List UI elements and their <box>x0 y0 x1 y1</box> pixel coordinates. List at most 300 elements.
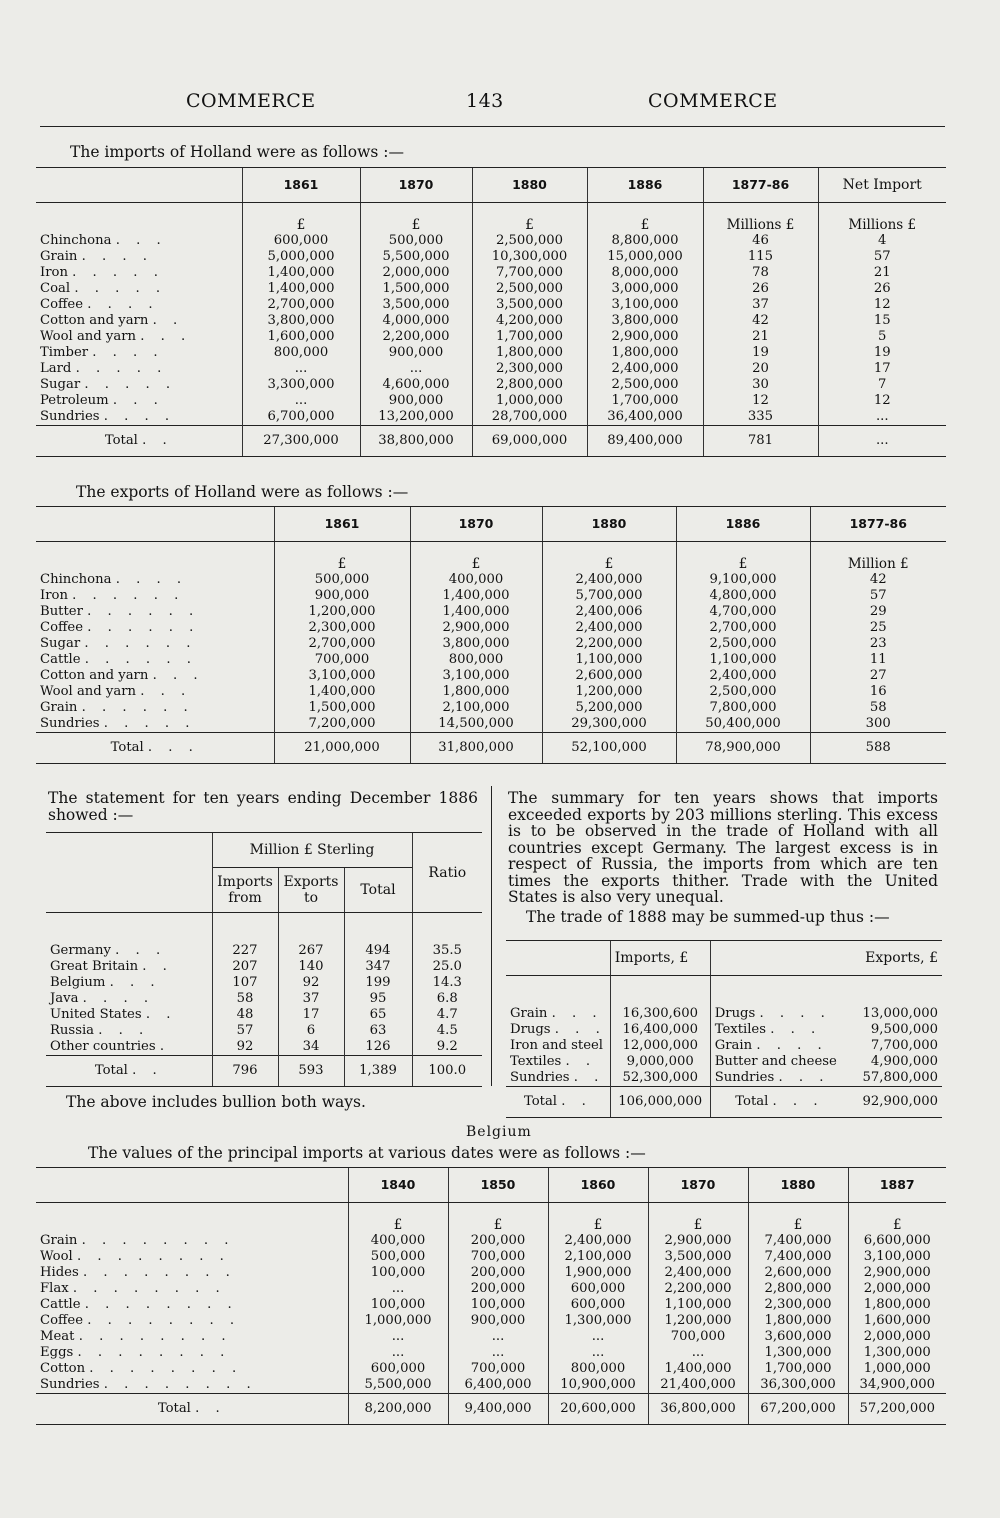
leader-dots: . . . . . <box>72 265 164 280</box>
table-cell: 1,600,000 <box>848 1313 946 1329</box>
table-cell: 300 <box>810 716 946 733</box>
table-cell: 1,700,000 <box>748 1361 848 1377</box>
total-cell: 78,900,000 <box>676 733 810 764</box>
table-cell: 800,000 <box>242 345 360 361</box>
table-cell: 2,900,000 <box>410 620 542 636</box>
table-cell: 107 <box>212 975 278 991</box>
table-cell: 1,400,000 <box>410 588 542 604</box>
table-cell: 1,200,000 <box>542 684 676 700</box>
import-value: 16,300,600 <box>610 1006 710 1022</box>
unit-cell: £ <box>360 203 472 234</box>
row-label-text: Sugar <box>40 377 81 392</box>
table-cell: 1,900,000 <box>548 1265 648 1281</box>
leader-dots: . . <box>573 1070 605 1085</box>
ten-year-intro: The statement for ten years ending December 1886 showed :— <box>48 789 478 824</box>
table-cell: 2,500,000 <box>472 233 587 249</box>
spacer-cell <box>278 913 344 944</box>
unit-row <box>36 1203 946 1234</box>
table-cell: 30 <box>703 377 818 393</box>
total-label-text: Total <box>110 740 144 755</box>
spacer-cell <box>46 913 212 944</box>
table-cell: 5,000,000 <box>242 249 360 265</box>
table-cell: 1,800,000 <box>748 1313 848 1329</box>
row-label-text: Russia <box>50 1023 95 1038</box>
row-label-text: Butter <box>40 604 83 619</box>
table-cell: 14,500,000 <box>410 716 542 733</box>
total-label-text: Total <box>523 1094 558 1109</box>
row-label <box>36 361 242 377</box>
table-cell: 36,400,000 <box>587 409 703 426</box>
spacer-cell <box>506 976 610 1007</box>
table-cell: 3,600,000 <box>748 1329 848 1345</box>
table-cell: 2,300,000 <box>274 620 410 636</box>
leader-dots: . . . . . . <box>87 604 200 619</box>
table-cell: 37 <box>278 991 344 1007</box>
unit-cell: £ <box>410 542 542 573</box>
table-cell: ... <box>448 1345 548 1361</box>
column-header: 1877-86 <box>810 507 946 542</box>
table-cell: 2,600,000 <box>542 668 676 684</box>
table-header-row <box>36 168 946 203</box>
row-label <box>36 249 242 265</box>
row-label <box>36 1297 348 1313</box>
leader-dots: . . . . . . . . <box>84 1297 238 1312</box>
table-cell: 2,500,000 <box>676 684 810 700</box>
table-cell: 4,200,000 <box>472 313 587 329</box>
leader-dots: . <box>159 1039 171 1054</box>
import-label <box>506 1070 610 1087</box>
row-label <box>36 345 242 361</box>
unit-cell: £ <box>542 542 676 573</box>
leader-dots: . . . . <box>115 572 188 587</box>
row-label-text: Grain <box>510 1006 548 1021</box>
column-header: 1886 <box>676 507 810 542</box>
table-cell: 9.2 <box>412 1039 482 1056</box>
table-cell: 4,000,000 <box>360 313 472 329</box>
table-cell: 3,500,000 <box>472 297 587 313</box>
table-cell: 227 <box>212 943 278 959</box>
table-cell: 21,400,000 <box>648 1377 748 1394</box>
leader-dots: . . . . . . . . <box>72 1281 226 1296</box>
row-label <box>46 1007 212 1023</box>
table-row <box>46 1007 482 1023</box>
table-row <box>36 1249 946 1265</box>
row-label-text: Wool <box>40 1249 73 1264</box>
leader-dots: . . . . . . . . <box>78 1329 232 1344</box>
table-cell: 2,700,000 <box>242 297 360 313</box>
total-cell: 796 <box>212 1056 278 1087</box>
leader-dots: . . . . . . <box>72 588 185 603</box>
column-header: Net Import <box>818 168 946 203</box>
total-cell: 67,200,000 <box>748 1394 848 1425</box>
leader-dots: . . . . <box>87 297 159 312</box>
row-label-text: Coffee <box>40 1313 84 1328</box>
table-cell: 12 <box>818 393 946 409</box>
table-cell: 2,000,000 <box>360 265 472 281</box>
table-cell: 2,000,000 <box>848 1329 946 1345</box>
table-cell: 78 <box>703 265 818 281</box>
row-label <box>36 1377 348 1394</box>
table-cell: 700,000 <box>274 652 410 668</box>
trade-1888-table <box>506 940 942 1118</box>
row-label <box>36 668 274 684</box>
summary-paragraph: The summary for ten years shows that imports exceeded exports by 203 millions sterling. This excess is to be observed in the trade of Holland with all countries except Germany. The largest excess is in respect of Russia, the imports from which are ten times the exports thither. Trade with the United States is also very unequal. <box>508 789 938 906</box>
column-header: 1880 <box>748 1168 848 1203</box>
leader-dots: . . . . . <box>84 377 177 392</box>
table-header-row <box>506 941 942 976</box>
table-cell: 5,200,000 <box>542 700 676 716</box>
row-label <box>46 975 212 991</box>
table-cell: 8,800,000 <box>587 233 703 249</box>
table-cell: 800,000 <box>410 652 542 668</box>
total-cell: 89,400,000 <box>587 426 703 457</box>
table-cell: 65 <box>344 1007 412 1023</box>
row-label-text: Eggs <box>40 1345 74 1360</box>
table-cell: 2,400,000 <box>648 1265 748 1281</box>
column-header: 1887 <box>848 1168 946 1203</box>
table-row <box>46 975 482 991</box>
table-cell: 2,400,000 <box>548 1233 648 1249</box>
ten-year-note: The above includes bullion both ways. <box>66 1093 366 1111</box>
table-row <box>36 1297 946 1313</box>
total-cell: 31,800,000 <box>410 733 542 764</box>
total-cell: 8,200,000 <box>348 1394 448 1425</box>
table-cell: 10,300,000 <box>472 249 587 265</box>
table-cell: 29,300,000 <box>542 716 676 733</box>
leader-dots: . . . . . . . . <box>103 1377 257 1392</box>
row-label-text: Drugs <box>714 1006 756 1021</box>
row-label <box>36 377 242 393</box>
table-cell: 126 <box>344 1039 412 1056</box>
spacer-cell <box>610 976 710 1007</box>
table-cell: 1,800,000 <box>848 1297 946 1313</box>
column-header: Exports to <box>278 868 344 913</box>
table-row <box>36 393 946 409</box>
table-cell: 2,200,000 <box>542 636 676 652</box>
unit-cell: £ <box>676 542 810 573</box>
total-row <box>46 1056 482 1087</box>
total-cell: 100.0 <box>412 1056 482 1087</box>
column-header: 1880 <box>472 168 587 203</box>
leader-dots: . . . . <box>759 1006 831 1021</box>
row-label-text: Sundries <box>510 1070 570 1085</box>
page-number: 143 <box>466 90 504 112</box>
spacer-row <box>46 913 482 944</box>
table-row <box>506 1022 942 1038</box>
row-label <box>46 1023 212 1039</box>
table-cell: 1,200,000 <box>648 1313 748 1329</box>
table-row <box>36 652 946 668</box>
export-value: 4,900,000 <box>870 1054 938 1069</box>
row-label <box>36 620 274 636</box>
running-header-left: COMMERCE <box>186 90 316 112</box>
table-cell: 42 <box>810 572 946 588</box>
table-cell: 2,500,000 <box>587 377 703 393</box>
row-label <box>36 684 274 700</box>
imports-intro: The imports of Holland were as follows :— <box>70 143 404 161</box>
leader-dots: . . . <box>115 943 167 958</box>
table-header-row <box>36 1168 946 1203</box>
table-cell: 13,200,000 <box>360 409 472 426</box>
table-cell: 1,700,000 <box>587 393 703 409</box>
import-value: 12,000,000 <box>610 1038 710 1054</box>
table-row <box>46 959 482 975</box>
table-cell: 2,400,000 <box>587 361 703 377</box>
table-cell: 34 <box>278 1039 344 1056</box>
total-label <box>36 733 274 764</box>
group-header: Million £ Sterling <box>212 833 412 868</box>
table-row <box>36 620 946 636</box>
table-cell: 900,000 <box>274 588 410 604</box>
total-cell: 588 <box>810 733 946 764</box>
table-cell: 21 <box>703 329 818 345</box>
leader-dots: . . . . . . . . <box>77 1345 231 1360</box>
table-cell: 58 <box>810 700 946 716</box>
leader-dots: . . . <box>778 1070 830 1085</box>
table-cell: 58 <box>212 991 278 1007</box>
row-label-text: Grain <box>40 249 78 264</box>
row-label <box>36 588 274 604</box>
table-cell: 4,800,000 <box>676 588 810 604</box>
leader-dots: . . <box>142 433 173 448</box>
column-header: Exports, £ <box>848 941 942 976</box>
row-label-text: Grain <box>714 1038 753 1053</box>
table-cell: 267 <box>278 943 344 959</box>
table-row <box>46 943 482 959</box>
leader-dots: . . . . . . . . <box>82 1265 236 1280</box>
table-row <box>46 991 482 1007</box>
table-cell: 1,000,000 <box>848 1361 946 1377</box>
table-cell: 23 <box>810 636 946 652</box>
table-cell: 20 <box>703 361 818 377</box>
table-cell: 2,100,000 <box>410 700 542 716</box>
table-cell: 6 <box>278 1023 344 1039</box>
leader-dots: . . <box>195 1401 226 1416</box>
table-cell: 1,500,000 <box>360 281 472 297</box>
leader-dots: . . . . . . . . <box>81 1233 235 1248</box>
row-label-text: Sundries <box>714 1070 775 1085</box>
row-label-text: Grain <box>40 700 78 715</box>
belgium-heading: Belgium <box>466 1124 532 1140</box>
unit-cell: Millions £ <box>818 203 946 234</box>
total-cell: 20,600,000 <box>548 1394 648 1425</box>
table-cell: 5,700,000 <box>542 588 676 604</box>
table-cell: 3,500,000 <box>648 1249 748 1265</box>
total-cell: 52,100,000 <box>542 733 676 764</box>
table-cell: 2,300,000 <box>472 361 587 377</box>
table-cell: 800,000 <box>548 1361 648 1377</box>
table-cell: 1,300,000 <box>848 1345 946 1361</box>
row-label-text: Iron and steel <box>510 1038 604 1053</box>
table-row <box>36 409 946 426</box>
table-cell: 600,000 <box>548 1281 648 1297</box>
table-cell: 2,500,000 <box>472 281 587 297</box>
table-cell: 36,300,000 <box>748 1377 848 1394</box>
table-cell: 3,500,000 <box>360 297 472 313</box>
row-label <box>46 959 212 975</box>
unit-cell: £ <box>348 1203 448 1234</box>
table-cell: ... <box>348 1345 448 1361</box>
table-cell: ... <box>348 1281 448 1297</box>
total-cell: 92,900,000 <box>848 1087 942 1118</box>
row-label-text: Sundries <box>40 716 100 731</box>
table-cell: 700,000 <box>448 1361 548 1377</box>
spacer-row <box>506 976 942 1007</box>
table-row <box>36 297 946 313</box>
table-cell: 2,900,000 <box>848 1265 946 1281</box>
table-row <box>36 265 946 281</box>
leader-dots: . . . <box>770 1022 822 1037</box>
row-label <box>36 652 274 668</box>
leader-dots: . . . . <box>81 249 153 264</box>
row-label-text: Wool and yarn <box>40 329 137 344</box>
table-cell: 3,100,000 <box>410 668 542 684</box>
leader-dots: . . . . <box>82 991 155 1006</box>
table-row <box>36 361 946 377</box>
table-cell: 700,000 <box>448 1249 548 1265</box>
total-cell: 593 <box>278 1056 344 1087</box>
table-cell: 6,400,000 <box>448 1377 548 1394</box>
table-row <box>506 1038 942 1054</box>
table-cell: 500,000 <box>274 572 410 588</box>
table-cell: 2,700,000 <box>676 620 810 636</box>
table-cell: ... <box>360 361 472 377</box>
leader-dots: . . . . . <box>75 361 168 376</box>
row-label <box>36 636 274 652</box>
table-cell: 200,000 <box>448 1233 548 1249</box>
table-cell: 1,800,000 <box>587 345 703 361</box>
table-cell: 1,600,000 <box>242 329 360 345</box>
row-label-text: Flax <box>40 1281 69 1296</box>
leader-dots: . . . <box>112 393 164 408</box>
table-cell: 100,000 <box>348 1265 448 1281</box>
column-header: 1861 <box>242 168 360 203</box>
table-row <box>36 1329 946 1345</box>
table-cell: 2,300,000 <box>748 1297 848 1313</box>
row-label-text: Other countries <box>50 1039 156 1054</box>
table-row <box>36 1281 946 1297</box>
table-cell: 12 <box>703 393 818 409</box>
table-cell: 5 <box>818 329 946 345</box>
import-value: 16,400,000 <box>610 1022 710 1038</box>
row-label-text: Belgium <box>50 975 106 990</box>
row-label-text: Coal <box>40 281 71 296</box>
total-label <box>46 1056 212 1087</box>
leader-dots: . . . <box>140 329 192 344</box>
table-cell: ... <box>818 409 946 426</box>
table-cell: 3,800,000 <box>242 313 360 329</box>
table-cell: 3,100,000 <box>587 297 703 313</box>
table-cell: ... <box>242 393 360 409</box>
import-label <box>506 1022 610 1038</box>
total-row <box>36 426 946 457</box>
row-label <box>36 716 274 733</box>
table-cell: 335 <box>703 409 818 426</box>
exports-intro: The exports of Holland were as follows :— <box>76 483 409 501</box>
row-label-text: Textiles <box>510 1054 562 1069</box>
import-label <box>506 1038 610 1054</box>
leader-dots: . . . <box>554 1022 606 1037</box>
table-cell: 2,200,000 <box>360 329 472 345</box>
import-label <box>506 1006 610 1022</box>
table-cell: 100,000 <box>348 1297 448 1313</box>
table-row <box>36 1265 946 1281</box>
row-label <box>36 265 242 281</box>
table-row <box>46 1039 482 1056</box>
table-cell: 500,000 <box>360 233 472 249</box>
row-label-text: Lard <box>40 361 72 376</box>
row-label <box>36 572 274 588</box>
total-label-text: Total <box>735 1094 769 1109</box>
export-value: 9,500,000 <box>870 1022 938 1037</box>
table-cell: 4.7 <box>412 1007 482 1023</box>
export-value: 57,800,000 <box>862 1070 938 1085</box>
table-cell: 4.5 <box>412 1023 482 1039</box>
spacer-cell <box>344 913 412 944</box>
row-label-text: Sundries <box>40 1377 100 1392</box>
table-row <box>506 1006 942 1022</box>
table-cell: 100,000 <box>448 1297 548 1313</box>
table-cell: 9,100,000 <box>676 572 810 588</box>
table-row <box>36 604 946 620</box>
row-label-text: Germany <box>50 943 111 958</box>
table-cell: 7,200,000 <box>274 716 410 733</box>
table-cell: 600,000 <box>348 1361 448 1377</box>
table-cell: 25.0 <box>412 959 482 975</box>
table-row <box>36 1361 946 1377</box>
leader-dots: . . . . . <box>74 281 167 296</box>
row-label <box>36 313 242 329</box>
row-label-text: Sundries <box>40 409 100 424</box>
table-cell: 2,900,000 <box>648 1233 748 1249</box>
leader-dots: . . <box>561 1094 592 1109</box>
row-label-empty <box>36 542 274 573</box>
table-cell: ... <box>242 361 360 377</box>
table-row <box>36 377 946 393</box>
table-cell: 21 <box>818 265 946 281</box>
leader-dots: . . <box>565 1054 597 1069</box>
holland-exports-table <box>36 506 946 764</box>
table-cell: 6.8 <box>412 991 482 1007</box>
export-value: 13,000,000 <box>862 1006 938 1021</box>
table-row <box>36 329 946 345</box>
row-label <box>46 1039 212 1056</box>
spacer-cell <box>212 913 278 944</box>
leader-dots: . . . . . . <box>87 620 200 635</box>
table-row <box>36 668 946 684</box>
table-row <box>36 249 946 265</box>
table-cell: 29 <box>810 604 946 620</box>
unit-cell: £ <box>448 1203 548 1234</box>
unit-cell: £ <box>748 1203 848 1234</box>
table-cell: 25 <box>810 620 946 636</box>
column-header: Total <box>344 868 412 913</box>
total-label-text: Total <box>157 1401 191 1416</box>
row-label-text: Great Britain <box>50 959 139 974</box>
table-row <box>36 572 946 588</box>
row-label-text: Iron <box>40 588 68 603</box>
table-cell: 200,000 <box>448 1265 548 1281</box>
table-cell: 1,100,000 <box>676 652 810 668</box>
row-label <box>36 1265 348 1281</box>
row-label-text: Wool and yarn <box>40 684 137 699</box>
table-cell: 900,000 <box>360 345 472 361</box>
table-row <box>36 233 946 249</box>
column-header: 1870 <box>360 168 472 203</box>
column-header: 1840 <box>348 1168 448 1203</box>
column-header: Ratio <box>412 833 482 913</box>
table-row <box>36 588 946 604</box>
